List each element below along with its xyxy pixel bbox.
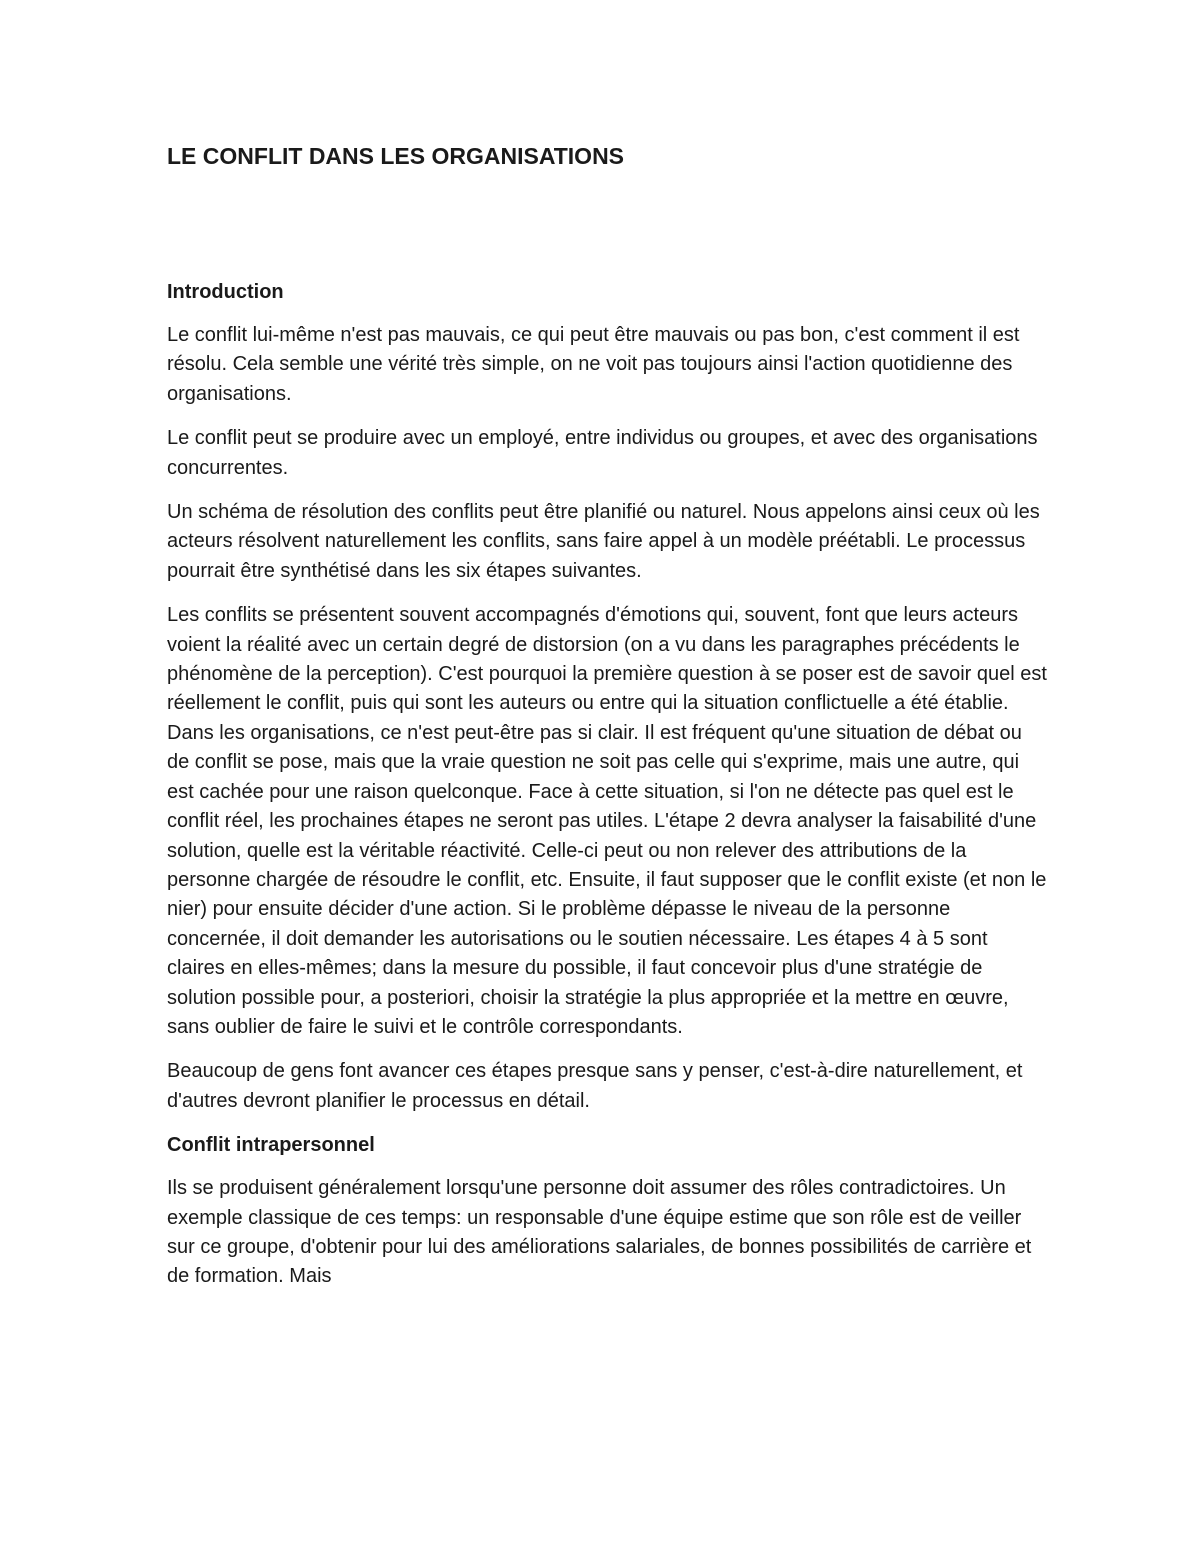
paragraph: Le conflit peut se produire avec un employé, entre individus ou groupes, et avec des organisations concurrentes. bbox=[167, 427, 1038, 479]
paragraph: Les conflits se présentent souvent accompagnés d'émotions qui, souvent, font que leurs acteurs voient la réalité avec un certain degré de distorsion (on a vu dans les paragraphes précédents le phénomène de la perception). C'est pourquoi la première question à se poser est de savoir quel est réellement le conflit, puis qui sont les auteurs ou entre qui la situation conflictuelle a été établie. Dans les organisations, ce n'est peut-être pas si clair. Il est fréquent qu'une situation de débat ou de conflit se pose, mais que la vraie question ne soit pas celle qui s'exprime, mais une autre, qui est cachée pour une raison quelconque. Face à cette situation, si l'on ne détecte pas quel est le conflit réel, les prochaines étapes ne seront pas utiles. L'étape 2 devra analyser la faisabilité d'une solution, quelle est la véritable réactivité. Celle-ci peut ou non relever des attributions de la personne chargée de résoudre le conflit, etc. Ensuite, il faut supposer que le conflit existe (et non le nier) pour ensuite décider d'une action. Si le problème dépasse le niveau de la personne concernée, il doit demander les autorisations ou le soutien nécessaire. Les étapes 4 à 5 sont claires en elles-mêmes; dans la mesure du possible, il faut concevoir plus d'une stratégie de solution possible pour, a posteriori, choisir la stratégie la plus appropriée et la mettre en œuvre, sans oublier de faire le suivi et le contrôle correspondants. bbox=[167, 604, 1047, 1038]
section-conflit-intrapersonnel bbox=[167, 1131, 1047, 1292]
paragraph: Un schéma de résolution des conflits peut être planifié ou naturel. Nous appelons ainsi ceux où les acteurs résolvent naturellement les conflits, sans faire appel à un modèle préétabli. Le processus pourrait être synthétisé dans les six étapes suivantes. bbox=[167, 501, 1040, 582]
section-introduction bbox=[167, 278, 1047, 1116]
document-title: LE CONFLIT DANS LES ORGANISATIONS bbox=[167, 143, 625, 169]
document-body bbox=[167, 278, 1047, 1307]
section-heading-conflit-intrapersonnel: Conflit intrapersonnel bbox=[167, 1134, 375, 1157]
paragraph: Ils se produisent généralement lorsqu'une personne doit assumer des rôles contradictoires. Un exemple classique de ces temps: un responsable d'une équipe estime que son rôle est de veiller sur ce groupe, d'obtenir pour lui des améliorations salariales, de bonnes possibilités de carrière et de formation. Mais bbox=[167, 1177, 1032, 1288]
paragraph: Le conflit lui-même n'est pas mauvais, ce qui peut être mauvais ou pas bon, c'est comment il est résolu. Cela semble une vérité très simple, on ne voit pas toujours ainsi l'action quotidienne des organisations. bbox=[167, 324, 1020, 405]
section-heading-introduction: Introduction bbox=[167, 281, 284, 303]
paragraph: Beaucoup de gens font avancer ces étapes presque sans y penser, c'est-à-dire naturellement, et d'autres devront planifier le processus en détail. bbox=[167, 1060, 1023, 1112]
